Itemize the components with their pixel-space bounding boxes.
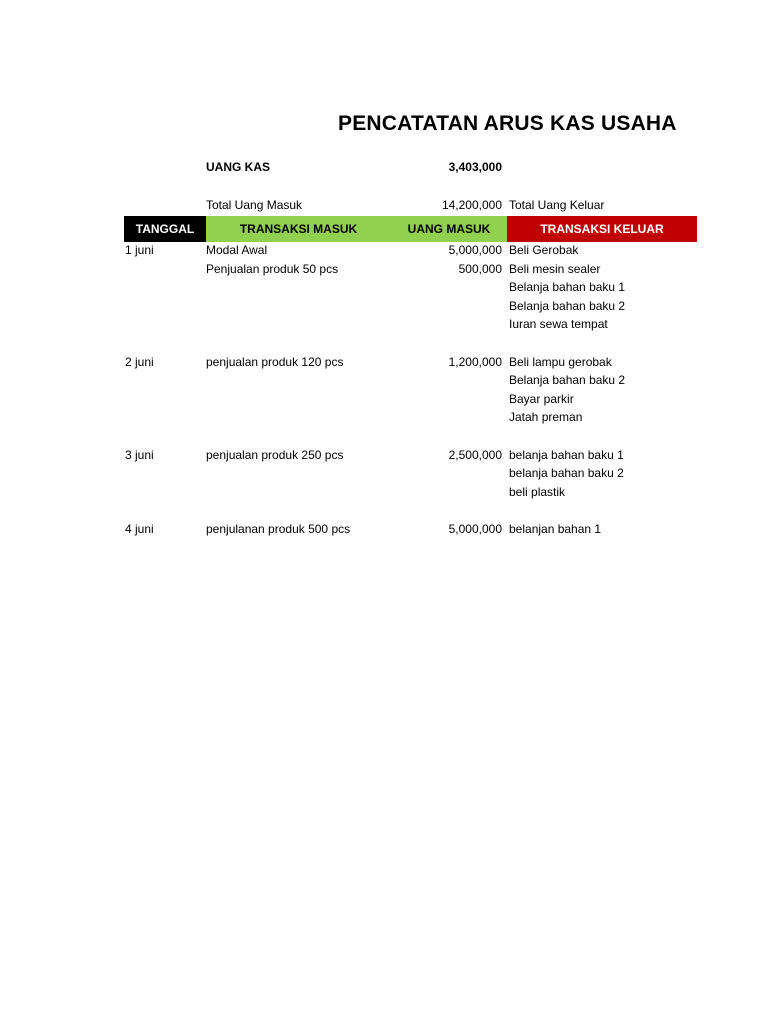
row-transaksi-keluar: Belanja bahan baku 2 [509, 373, 626, 388]
row-uang-masuk: 1,200,000 [448, 354, 502, 369]
row-transaksi-masuk: Modal Awal [206, 243, 268, 257]
total-masuk-value: 14,200,000 [441, 198, 502, 212]
table-row [0, 410, 768, 428]
row-transaksi-masuk: penjualan produk 250 pcs [206, 447, 344, 462]
row-transaksi-masuk: penjualan produk 120 pcs [206, 354, 344, 369]
table-row [0, 522, 768, 540]
row-date: 3 juni [125, 447, 154, 462]
row-transaksi-keluar: beli plastik [509, 484, 566, 499]
row-transaksi-masuk: penjulanan produk 500 pcs [206, 522, 351, 536]
table-row [0, 373, 768, 391]
table-row [0, 466, 768, 484]
row-transaksi-keluar: belanjan bahan 1 [509, 522, 602, 536]
table-row [0, 503, 768, 521]
page-title: PENCATATAN ARUS KAS USAHA [338, 112, 677, 135]
table-row [0, 280, 768, 298]
row-transaksi-keluar: Belanja bahan baku 1 [509, 280, 626, 295]
table-row [0, 317, 768, 335]
table-row [0, 448, 768, 466]
header-transaksi-masuk: TRANSAKSI MASUK [206, 216, 391, 242]
row-uang-masuk: 5,000,000 [448, 243, 502, 257]
row-transaksi-keluar: Iuran sewa tempat [509, 317, 608, 332]
row-transaksi-keluar: Jatah preman [509, 410, 583, 425]
row-uang-masuk: 500,000 [458, 261, 502, 276]
table-row [0, 262, 768, 280]
row-transaksi-keluar: Belanja bahan baku 2 [509, 298, 626, 313]
table-row [0, 355, 768, 373]
row-transaksi-masuk: Penjualan produk 50 pcs [206, 261, 339, 276]
row-date: 2 juni [125, 354, 154, 369]
header-transaksi-keluar: TRANSAKSI KELUAR [507, 216, 697, 242]
uang-kas-value: 3,403,000 [448, 160, 502, 174]
header-uang-masuk: UANG MASUK [391, 216, 507, 242]
total-keluar-label: Total Uang Keluar [509, 198, 605, 212]
total-masuk-label: Total Uang Masuk [206, 198, 303, 212]
table-row [0, 336, 768, 354]
table-row [0, 485, 768, 503]
row-uang-masuk: 5,000,000 [448, 522, 502, 536]
table-row [0, 429, 768, 447]
row-uang-masuk: 2,500,000 [448, 447, 502, 462]
uang-kas-label: UANG KAS [206, 160, 271, 174]
table-row [0, 299, 768, 317]
row-transaksi-keluar: Beli lampu gerobak [509, 354, 612, 369]
row-transaksi-keluar: Beli Gerobak [509, 243, 579, 257]
row-transaksi-keluar: Bayar parkir [509, 391, 574, 406]
table-row [0, 392, 768, 410]
row-date: 1 juni [125, 243, 154, 257]
row-date: 4 juni [125, 522, 154, 536]
row-transaksi-keluar: Beli mesin sealer [509, 261, 601, 276]
row-transaksi-keluar: belanja bahan baku 2 [509, 466, 624, 481]
header-tanggal: TANGGAL [124, 216, 206, 242]
row-transaksi-keluar: belanja bahan baku 1 [509, 447, 624, 462]
table-row [0, 243, 768, 261]
table-header [124, 216, 697, 242]
